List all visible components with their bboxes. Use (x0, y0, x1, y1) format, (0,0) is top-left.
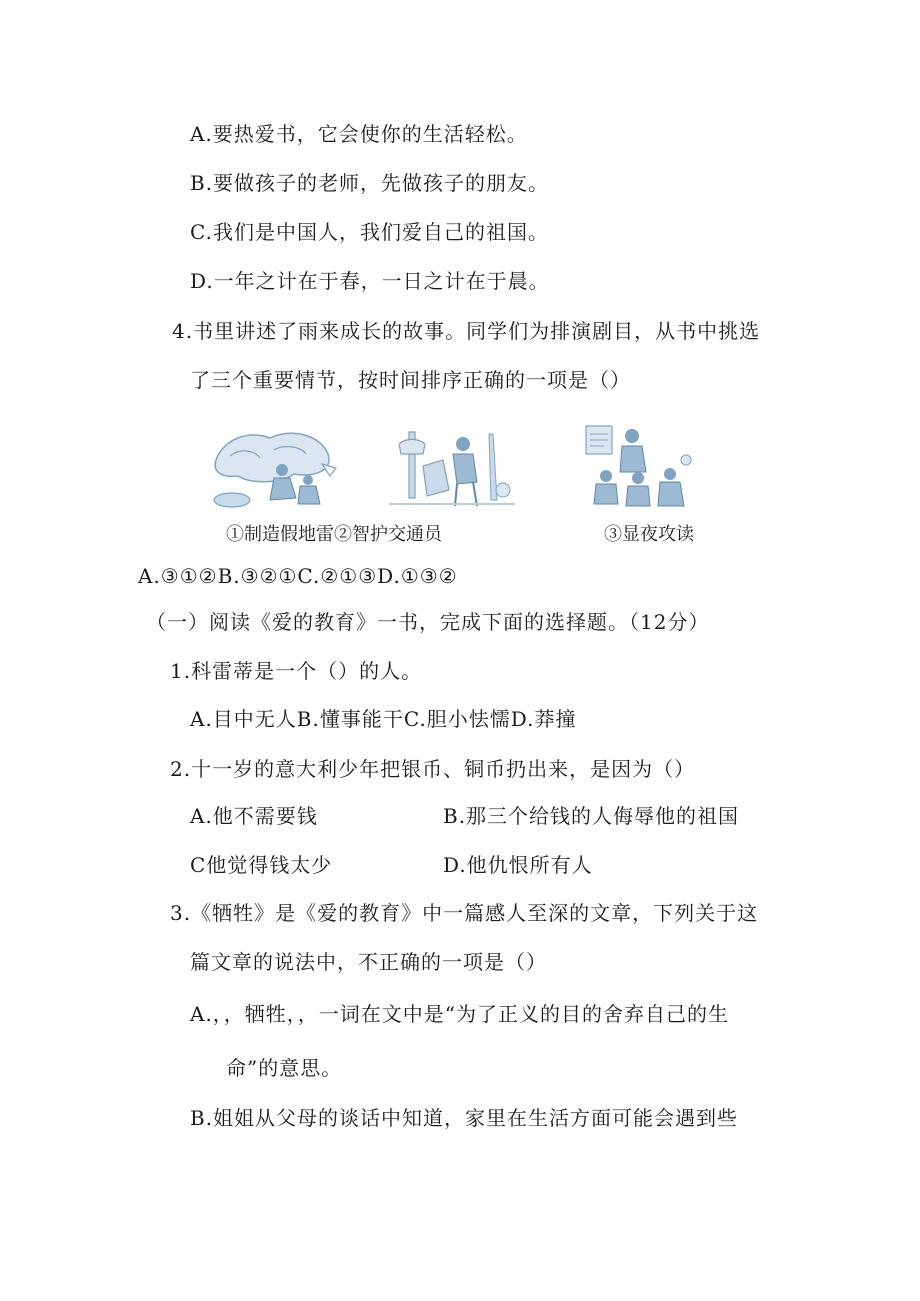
option-d: D.一年之计在于春，一日之计在于晨。 (190, 269, 550, 293)
question-2-option-a: A.他不需要钱 (190, 804, 318, 828)
question-2-option-d: D.他仇恨所有人 (443, 853, 593, 877)
question-3-stem-line2: 篇文章的说法中，不正确的一项是（） (190, 950, 547, 974)
question-4-stem-line1: 4.书里讲述了雨来成长的故事。同学们为排演剧目，从书中挑选 (172, 319, 761, 343)
question-3-option-a-line2: 命”的意思。 (226, 1056, 343, 1080)
question-2-option-b: B.那三个给钱的人侮辱他的祖国 (443, 804, 740, 828)
question-3-option-b-line1: B.姐姐从父母的谈话中知道，家里在生活方面可能会遇到些 (190, 1106, 739, 1130)
landmine-scene-illustration (210, 420, 340, 512)
guard-messenger-scene-illustration (385, 420, 520, 512)
question-3-option-a-line1: A.，，牺牲，，一词在文中是“为了正义的目的舍弃自己的生 (190, 1002, 730, 1026)
question-4-stem-line2: 了三个重要情节，按时间排序正确的一项是（） (190, 368, 631, 392)
illustration-caption-1-2: ①制造假地雷②智护交通员 (226, 524, 442, 545)
question-2-option-c: C他觉得钱太少 (190, 853, 333, 877)
night-study-scene-illustration (580, 420, 700, 512)
section-heading: （一）阅读《爱的教育》一书，完成下面的选择题。（12分） (146, 610, 710, 634)
question-2-stem: 2.十一岁的意大利少年把银币、铜币扔出来，是因为（） (170, 757, 696, 781)
question-3-stem-line1: 3.《牺牲》是《爱的教育》中一篇感人至深的文章，下列关于这 (170, 901, 759, 925)
question-1-options: A.目中无人B.懂事能干C.胆小怯懦D.莽撞 (190, 707, 577, 731)
option-c: C.我们是中国人，我们爱自己的祖国。 (190, 220, 549, 244)
option-a: A.要热爱书，它会使你的生活轻松。 (190, 122, 528, 146)
illustration-caption-3: ③显夜攻读 (604, 524, 694, 545)
question-4-options: A.③①②B.③②①C.②①③D.①③② (138, 564, 458, 588)
question-1-stem: 1.科雷蒂是一个（）的人。 (170, 659, 423, 683)
option-b: B.要做孩子的老师，先做孩子的朋友。 (190, 171, 550, 195)
